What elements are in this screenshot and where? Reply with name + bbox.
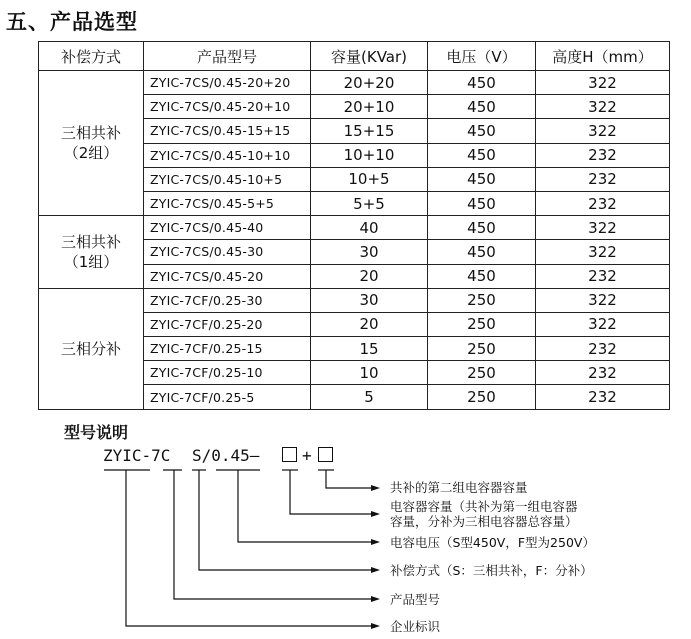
desc-enterprise-mark: 企业标识 (390, 619, 441, 634)
header-model: 产品型号 (144, 42, 311, 71)
height-cell: 232 (536, 143, 670, 167)
desc-capacitor-capacity: 电容器容量（共补为第一组电容器 容量，分补为三相电容器总容量） (390, 499, 578, 529)
height-cell: 322 (536, 240, 670, 264)
voltage-cell: 450 (428, 95, 536, 119)
voltage-cell: 450 (428, 167, 536, 191)
model-explanation-title: 型号说明 (64, 423, 129, 442)
voltage-cell: 450 (428, 264, 536, 288)
group-label-line1: 三相共补 (60, 124, 121, 143)
header-compensation-mode: 补偿方式 (39, 42, 144, 71)
height-cell: 232 (536, 167, 670, 191)
model-cell: ZYIC-7CS/0.45-20+20 (144, 71, 311, 95)
section-title: 五、产品选型 (6, 10, 138, 34)
desc-capacitor-voltage: 电容电压（S型450V，F型为250V） (390, 535, 595, 550)
model-cell: ZYIC-7CF/0.25-10 (144, 361, 311, 385)
model-cell: ZYIC-7CS/0.45-10+5 (144, 167, 311, 191)
desc-second-group-capacity: 共补的第二组电容器容量 (390, 480, 528, 495)
capacity-cell: 30 (311, 240, 428, 264)
model-cell: ZYIC-7CF/0.25-30 (144, 288, 311, 312)
header-capacity: 容量(KVar) (311, 42, 428, 71)
model-code-part1: ZYIC-7C (103, 446, 171, 465)
desc-compensation-mode: 补偿方式（S：三相共补，F：分补） (390, 563, 593, 578)
model-cell: ZYIC-7CF/0.25-5 (144, 385, 311, 409)
model-cell: ZYIC-7CS/0.45-20 (144, 264, 311, 288)
header-height: 高度H（mm） (536, 42, 670, 71)
capacity-cell: 20+20 (311, 71, 428, 95)
capacity-cell: 10+5 (311, 167, 428, 191)
capacity-cell: 20 (311, 264, 428, 288)
height-cell: 232 (536, 264, 670, 288)
capacity-cell: 5+5 (311, 191, 428, 215)
voltage-cell: 250 (428, 361, 536, 385)
voltage-cell: 450 (428, 191, 536, 215)
voltage-cell: 250 (428, 312, 536, 336)
capacity-cell: 10+10 (311, 143, 428, 167)
group-label-line2: （2组） (63, 144, 119, 163)
model-cell: ZYIC-7CS/0.45-5+5 (144, 191, 311, 215)
height-cell: 322 (536, 288, 670, 312)
model-cell: ZYIC-7CS/0.45-15+15 (144, 119, 311, 143)
height-cell: 322 (536, 312, 670, 336)
capacity-cell: 30 (311, 288, 428, 312)
header-voltage: 电压（V） (428, 42, 536, 71)
group-label-line1: 三相分补 (60, 339, 121, 358)
group-label-line2: （1组） (63, 252, 119, 271)
voltage-cell: 250 (428, 337, 536, 361)
voltage-cell: 450 (428, 119, 536, 143)
height-cell: 232 (536, 337, 670, 361)
voltage-cell: 450 (428, 216, 536, 240)
height-cell: 322 (536, 95, 670, 119)
voltage-cell: 450 (428, 143, 536, 167)
capacity-cell: 15+15 (311, 119, 428, 143)
height-cell: 232 (536, 191, 670, 215)
group-label-line1: 三相共补 (60, 232, 121, 251)
model-cell: ZYIC-7CS/0.45-20+10 (144, 95, 311, 119)
model-code-plus: + (302, 446, 312, 465)
model-cell: ZYIC-7CF/0.25-20 (144, 312, 311, 336)
model-code-part2: S/0.45— (192, 446, 260, 465)
model-cell: ZYIC-7CS/0.45-10+10 (144, 143, 311, 167)
model-cell: ZYIC-7CS/0.45-30 (144, 240, 311, 264)
voltage-cell: 250 (428, 385, 536, 409)
height-cell: 322 (536, 71, 670, 95)
capacity-cell: 15 (311, 337, 428, 361)
voltage-cell: 250 (428, 288, 536, 312)
capacity-cell: 20 (311, 312, 428, 336)
height-cell: 322 (536, 216, 670, 240)
height-cell: 232 (536, 385, 670, 409)
height-cell: 232 (536, 361, 670, 385)
model-cell: ZYIC-7CF/0.25-15 (144, 337, 311, 361)
voltage-cell: 450 (428, 240, 536, 264)
desc-product-model: 产品型号 (390, 592, 441, 607)
capacity-cell: 40 (311, 216, 428, 240)
voltage-cell: 450 (428, 71, 536, 95)
capacity-cell: 10 (311, 361, 428, 385)
height-cell: 322 (536, 119, 670, 143)
model-cell: ZYIC-7CS/0.45-40 (144, 216, 311, 240)
capacity-cell: 20+10 (311, 95, 428, 119)
capacity-cell: 5 (311, 385, 428, 409)
